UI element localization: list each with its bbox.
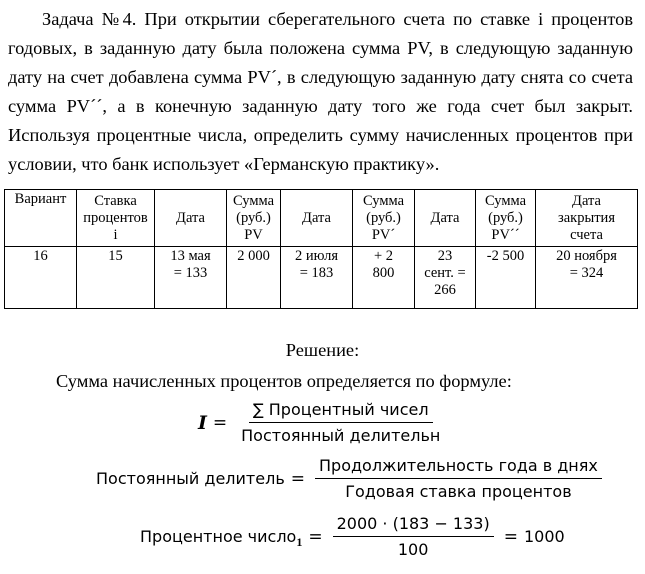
solution-intro: Сумма начисленных процентов определяется по формуле: bbox=[56, 371, 512, 391]
header-cell: Сумма (руб.) PV´ bbox=[353, 190, 415, 247]
header-cell: Дата bbox=[415, 190, 476, 247]
cell-pv-prime: + 2 800 bbox=[353, 247, 415, 309]
solution-heading: Решение: bbox=[285, 340, 360, 360]
equals-sign: = bbox=[308, 526, 323, 547]
cell-date-2: 2 июля = 183 bbox=[281, 247, 353, 309]
denominator: 100 bbox=[397, 540, 429, 559]
cell-variant: 16 bbox=[5, 247, 77, 309]
formula-lhs: Процентное число bbox=[140, 527, 297, 546]
equals-sign: = bbox=[503, 526, 518, 547]
fraction bbox=[333, 514, 494, 559]
cell-pv-double-prime: -2 500 bbox=[476, 247, 536, 309]
header-cell: Дата закрытия счета bbox=[536, 190, 638, 247]
header-cell: Сумма (руб.) PV bbox=[227, 190, 281, 247]
table-row bbox=[5, 247, 638, 309]
cell-date-3: 23 сент. = 266 bbox=[415, 247, 476, 309]
header-cell: Дата bbox=[281, 190, 353, 247]
numerator: ∑ Процентный чисел bbox=[249, 400, 433, 423]
variant-table bbox=[4, 189, 638, 309]
denominator: Постоянный делительн bbox=[241, 426, 441, 445]
header-cell: Вариант bbox=[5, 190, 77, 247]
cell-pv: 2 000 bbox=[227, 247, 281, 309]
denominator: Годовая ставка процентов bbox=[345, 482, 572, 501]
table-header-row bbox=[5, 190, 638, 247]
equals-sign: = bbox=[290, 468, 305, 489]
task-text: Задача №4. При открытии сберегательного счета по ставке i процентов годовых, в заданную дату была положена сумма PV, в следующую заданную дату на счет добавлена сумма PV´, в следующую заданную дату снята со счета сумма PV´´, а в конечную заданную дату того же года счет был закрыт. Используя процентные числа, определить сумму начисленных процентов при условии, что банк использует «Германскую практику». bbox=[8, 9, 633, 174]
header-cell: Дата bbox=[155, 190, 227, 247]
subscript: 1 bbox=[296, 535, 303, 549]
result-value: 1000 bbox=[523, 527, 565, 546]
task-paragraph bbox=[8, 5, 633, 179]
numerator: 2000 · (183 − 133) bbox=[333, 514, 494, 537]
cell-close-date: 20 ноября = 324 bbox=[536, 247, 638, 309]
cell-rate: 15 bbox=[77, 247, 155, 309]
fraction bbox=[237, 400, 444, 445]
header-cell: Сумма (руб.) PV´´ bbox=[476, 190, 536, 247]
cell-date-1: 13 мая = 133 bbox=[155, 247, 227, 309]
numerator: Продолжительность года в днях bbox=[315, 456, 602, 479]
fraction bbox=[315, 456, 602, 501]
formula-lhs: I bbox=[198, 411, 207, 434]
header-cell: Ставка процентов i bbox=[77, 190, 155, 247]
equals-sign: = bbox=[212, 412, 228, 433]
formula-lhs: Постоянный делитель bbox=[96, 469, 285, 488]
formula-percent-number bbox=[140, 514, 565, 559]
formula-divisor bbox=[96, 456, 606, 501]
formula-interest bbox=[198, 400, 448, 445]
